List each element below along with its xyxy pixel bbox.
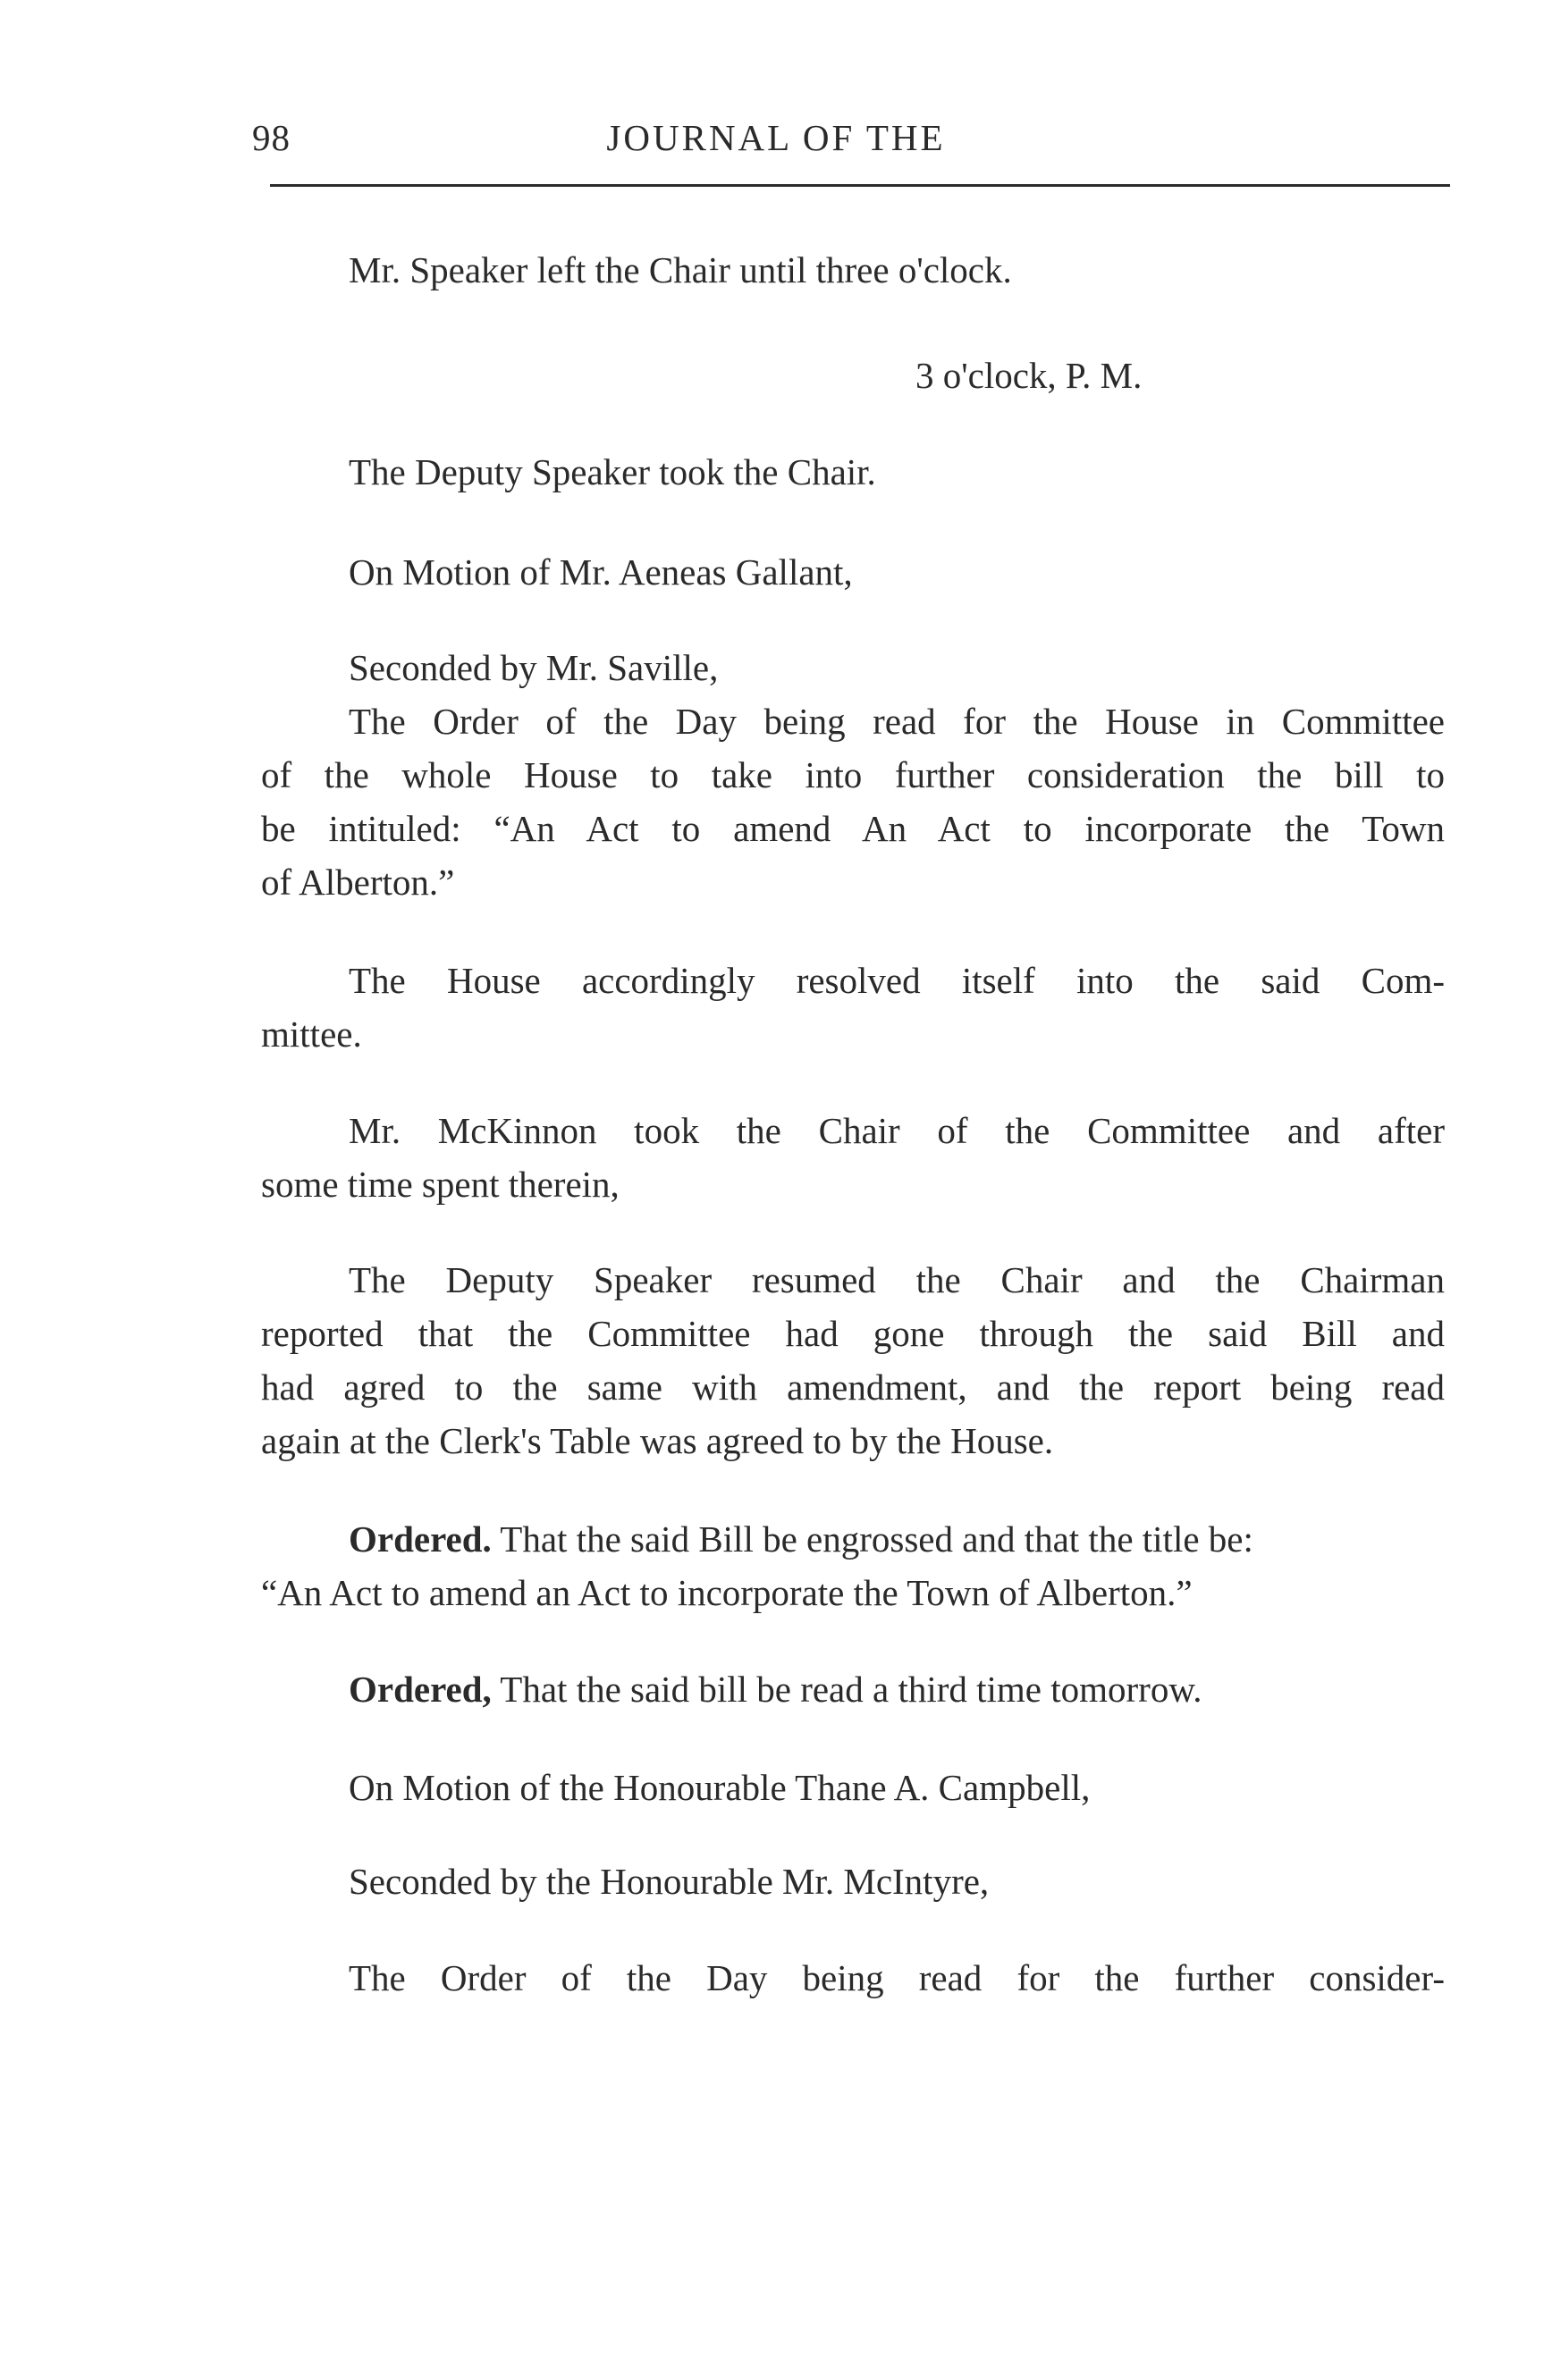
mckinnon-line-1: Mr. McKinnon took the Chair of the Committee and after (349, 1110, 1445, 1151)
motion-campbell-line: On Motion of the Honourable Thane A. Campbell, (349, 1767, 1091, 1808)
time-line: 3 o'clock, P. M. (915, 355, 1143, 396)
mckinnon-line-2: some time spent therein, (261, 1164, 620, 1205)
running-head: JOURNAL OF THE (606, 117, 946, 158)
motion-gallant-line: On Motion of Mr. Aeneas Gallant, (349, 551, 853, 593)
order-paragraph-line-2: of the whole House to take into further consideration the bill to (261, 754, 1445, 795)
ordered-engrossed-line-1 (349, 1518, 1253, 1560)
ordered-lead-2: Ordered, (349, 1669, 492, 1710)
ordered-lead: Ordered. (349, 1518, 492, 1560)
header-rule (270, 184, 1450, 187)
speaker-left-line: Mr. Speaker left the Chair until three o'clock. (349, 249, 1012, 290)
ordered-engrossed-text: That the said Bill be engrossed and that the title be: (491, 1518, 1253, 1560)
deputy-resumed-line-3: had agred to the same with amendment, and the report being read (261, 1367, 1445, 1408)
order-paragraph-line-1: The Order of the Day being read for the House in Committee (349, 701, 1445, 742)
deputy-resumed-line-2: reported that the Committee had gone through the said Bill and (261, 1313, 1445, 1354)
further-consideration-line: The Order of the Day being read for the further consider- (349, 1957, 1445, 1998)
ordered-third-reading-line (349, 1671, 1202, 1708)
order-paragraph-line-4: of Alberton.” (261, 862, 455, 903)
ordered-third-reading-text: That the said bill be read a third time tomorrow. (491, 1669, 1202, 1710)
deputy-took-chair-line: The Deputy Speaker took the Chair. (349, 451, 876, 492)
ordered-engrossed-line-2: “An Act to amend an Act to incorporate the Town of Alberton.” (261, 1572, 1193, 1613)
page-number: 98 (252, 117, 291, 158)
seconded-saville-line: Seconded by Mr. Saville, (349, 647, 719, 688)
deputy-resumed-line-1: The Deputy Speaker resumed the Chair and the Chairman (349, 1259, 1445, 1300)
seconded-mcintyre-line: Seconded by the Honourable Mr. McIntyre, (349, 1861, 990, 1902)
order-paragraph-line-3: be intituled: “An Act to amend An Act to incorporate the Town (261, 808, 1445, 849)
house-resolved-line-1: The House accordingly resolved itself into the said Com- (349, 960, 1445, 1001)
house-resolved-line-2: mittee. (261, 1013, 362, 1055)
deputy-resumed-line-4: again at the Clerk's Table was agreed to by the House. (261, 1420, 1054, 1461)
